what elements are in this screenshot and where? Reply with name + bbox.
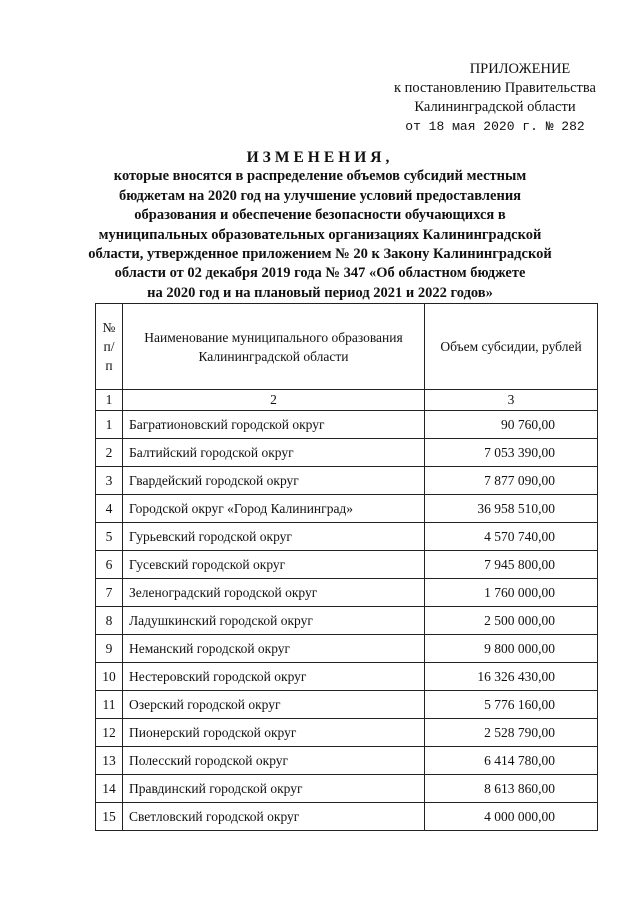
row-number: 13 [96, 747, 123, 775]
appendix-title: ПРИЛОЖЕНИЕ [469, 61, 571, 77]
row-subsidy: 4 000 000,00 [425, 803, 598, 831]
title-line: на 2020 год и на плановый период 2021 и 2022 годов» [147, 284, 493, 301]
table-row [96, 803, 598, 831]
row-municipality: Пионерский городской округ [123, 719, 425, 747]
title-line: образования и обеспечение безопасности обучающихся в [134, 207, 506, 224]
table-header-row [96, 304, 598, 390]
row-number: 1 [96, 411, 123, 439]
table-row [96, 719, 598, 747]
row-municipality: Городской округ «Город Калининград» [123, 495, 425, 523]
row-municipality: Озерский городской округ [123, 691, 425, 719]
table-row [96, 663, 598, 691]
row-subsidy: 8 613 860,00 [425, 775, 598, 803]
table-row [96, 607, 598, 635]
row-number: 7 [96, 579, 123, 607]
row-municipality: Ладушкинский городской округ [123, 607, 425, 635]
row-number: 4 [96, 495, 123, 523]
table-row [96, 439, 598, 467]
title-line: области, утвержденное приложением № 20 к Закону Калининградской [88, 246, 552, 263]
row-number: 2 [96, 439, 123, 467]
row-number: 10 [96, 663, 123, 691]
header-number: № п/п [96, 304, 123, 390]
row-municipality: Гурьевский городской округ [123, 523, 425, 551]
appendix-line-2: Калининградской области [414, 99, 576, 115]
column-number: 1 [96, 390, 123, 411]
table-row [96, 551, 598, 579]
table-row [96, 691, 598, 719]
subsidy-table [95, 303, 598, 831]
header-subsidy: Объем субсидии, рублей [425, 304, 598, 390]
title-main: ИЗМЕНЕНИЯ, [246, 149, 394, 166]
row-number: 14 [96, 775, 123, 803]
row-number: 15 [96, 803, 123, 831]
row-number: 6 [96, 551, 123, 579]
title-line: области от 02 декабря 2019 года № 347 «Об областном бюджете [114, 265, 526, 282]
column-number: 2 [123, 390, 425, 411]
row-number: 11 [96, 691, 123, 719]
appendix-line-1: к постановлению Правительства [394, 80, 596, 96]
row-municipality: Багратионовский городской округ [123, 411, 425, 439]
row-number: 8 [96, 607, 123, 635]
table-row [96, 467, 598, 495]
row-number: 9 [96, 635, 123, 663]
row-number: 3 [96, 467, 123, 495]
row-subsidy: 9 800 000,00 [425, 635, 598, 663]
column-number-row [96, 390, 598, 411]
appendix-date: от 18 мая 2020 г. № 282 [405, 119, 585, 134]
row-subsidy: 7 945 800,00 [425, 551, 598, 579]
row-subsidy: 2 500 000,00 [425, 607, 598, 635]
row-subsidy: 4 570 740,00 [425, 523, 598, 551]
row-subsidy: 16 326 430,00 [425, 663, 598, 691]
table-row [96, 775, 598, 803]
row-subsidy: 36 958 510,00 [425, 495, 598, 523]
row-subsidy: 7 877 090,00 [425, 467, 598, 495]
row-subsidy: 5 776 160,00 [425, 691, 598, 719]
row-subsidy: 2 528 790,00 [425, 719, 598, 747]
title-line: которые вносятся в распределение объемов субсидий местным [113, 168, 527, 185]
appendix-header [360, 60, 630, 136]
row-municipality: Гвардейский городской округ [123, 467, 425, 495]
table-row [96, 747, 598, 775]
table-row [96, 495, 598, 523]
row-municipality: Зеленоградский городской округ [123, 579, 425, 607]
row-municipality: Неманский городской округ [123, 635, 425, 663]
table-row [96, 635, 598, 663]
row-municipality: Нестеровский городской округ [123, 663, 425, 691]
document-title [70, 148, 570, 303]
header-municipality: Наименование муниципального образования Калининградской области [123, 304, 425, 390]
row-municipality: Балтийский городской округ [123, 439, 425, 467]
row-municipality: Правдинский городской округ [123, 775, 425, 803]
row-number: 5 [96, 523, 123, 551]
row-subsidy: 6 414 780,00 [425, 747, 598, 775]
title-line: муниципальных образовательных организациях Калининградской [98, 226, 542, 243]
row-subsidy: 7 053 390,00 [425, 439, 598, 467]
row-municipality: Светловский городской округ [123, 803, 425, 831]
row-number: 12 [96, 719, 123, 747]
row-subsidy: 1 760 000,00 [425, 579, 598, 607]
table-row [96, 523, 598, 551]
row-municipality: Полесский городской округ [123, 747, 425, 775]
title-line: бюджетам на 2020 год на улучшение условий предоставления [118, 187, 522, 204]
column-number: 3 [425, 390, 598, 411]
row-subsidy: 90 760,00 [425, 411, 598, 439]
row-municipality: Гусевский городской округ [123, 551, 425, 579]
table-row [96, 579, 598, 607]
table-row [96, 411, 598, 439]
